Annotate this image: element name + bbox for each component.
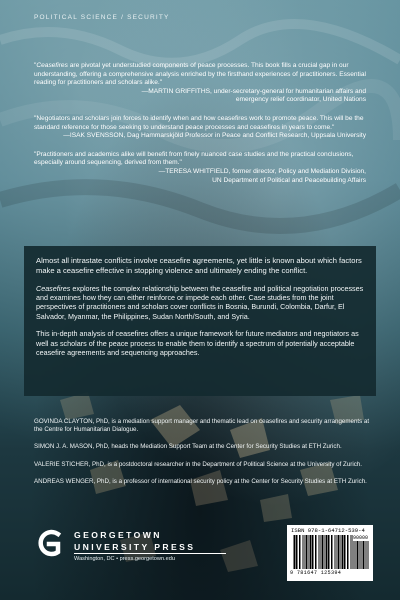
barcode-bar	[301, 535, 302, 569]
barcode-bar	[308, 535, 309, 569]
barcode-bar	[346, 535, 347, 569]
barcode-bar	[331, 535, 332, 569]
barcode-bar	[363, 541, 365, 569]
barcode-bar	[337, 535, 338, 569]
barcode-bar	[310, 535, 311, 569]
quote-attribution: —ISAK SVENSSON, Dag Hammarskjöld Professor in Peace and Conflict Research, Uppsala University	[63, 132, 366, 140]
publisher-block	[34, 522, 254, 576]
barcode-bar	[367, 541, 368, 569]
barcode-bar	[293, 535, 294, 569]
barcode-bar	[351, 535, 352, 569]
barcode-bar	[335, 535, 336, 569]
barcode-bar	[328, 535, 330, 569]
barcode-bar	[344, 535, 346, 569]
publisher-name-line2: UNIVERSITY PRESS	[74, 542, 196, 552]
barcode-bar	[298, 535, 299, 569]
quote-book-title: Ceasefires	[36, 62, 68, 69]
barcode-bars	[293, 535, 353, 569]
quote-whitfield	[34, 151, 366, 185]
barcode-bar	[338, 535, 340, 569]
endorsement-quotes	[34, 62, 366, 195]
barcode-bar	[342, 535, 343, 569]
description-book-title: Ceasefires	[36, 283, 71, 293]
barcode-bar	[357, 541, 359, 569]
barcode-bar	[319, 535, 320, 569]
barcode-bar	[365, 541, 366, 569]
quote-text: "Ceasefires are pivotal yet understudied components of peace processes. This book fills a crucial gap in our understanding, offering a comprehensive analysis enriched by the firsthand experiences of practitioners. Essential reading for practitioners and scholars alike."	[34, 62, 366, 87]
barcode-digits: 9 781647 125394	[290, 570, 342, 576]
barcode-bar	[341, 535, 342, 569]
barcode-bar	[333, 535, 334, 569]
barcode-bar	[353, 541, 354, 569]
barcode-bar	[299, 535, 300, 569]
author-bios	[34, 418, 370, 495]
quote-text: "Practitioners and academics alike will benefit from finely nuanced case studies and the practical conclusions, especially around sequencing, derived from them."	[34, 150, 354, 167]
author-bio-sticher: VALERIE STICHER, PhD, is a postdoctoral researcher in the Department of Political Science at the University of Zurich.	[34, 460, 362, 468]
barcode-bar	[322, 535, 324, 569]
barcode-bar	[314, 535, 315, 569]
barcode-bar	[309, 535, 310, 569]
barcode-bar	[362, 541, 363, 569]
barcode-bar	[324, 535, 325, 569]
quote-text: "Negotiators and scholars join forces to identify when and how ceasefires work to promote peace. This will be the standard reference for those seeking to understand peace processes and ceasefires in years to come."	[34, 114, 364, 131]
barcode-bar	[317, 535, 318, 569]
publisher-divider	[74, 553, 226, 554]
barcode-bar	[315, 535, 316, 569]
author-bio-wenger: ANDREAS WENGER, PhD, is a professor of international security policy at the Center for Security Studies at ETH Zurich.	[34, 477, 367, 485]
barcode-bar	[312, 535, 314, 569]
barcode-bar	[321, 535, 322, 569]
description-paragraph-1: Almost all intrastate conflicts involve ceasefire agreements, yet little is known about which factors make a ceasefire effective in stopping violence and ultimately ending the conflict.	[36, 256, 362, 275]
barcode-bar	[325, 535, 326, 569]
barcode-bar	[340, 535, 341, 569]
barcode-bar	[368, 541, 369, 569]
quote-attribution: —MARTIN GRIFFITHS, under-secretary-general for humanitarian affairs and	[141, 87, 366, 95]
quote-attribution: —TERESA WHITFIELD, former director, Policy and Mediation Division,	[158, 167, 366, 175]
isbn-barcode	[287, 525, 373, 581]
quote-attribution-line2: UN Department of Political and Peacebuilding Affairs	[212, 176, 366, 184]
barcode-bar	[303, 535, 304, 569]
barcode-bar	[355, 541, 356, 569]
barcode-bar	[361, 541, 362, 569]
category-label: POLITICAL SCIENCE / SECURITY	[34, 14, 170, 21]
barcode-bar	[326, 535, 327, 569]
barcode-bar	[296, 535, 298, 569]
publisher-website: Washington, DC • press.georgetown.edu	[74, 556, 175, 562]
barcode-bar	[349, 535, 350, 569]
description-paragraph-2: Ceasefires explores the complex relationship between the ceasefire and political negotiation processes and examines how they can either reinforce or impede each other. Case studies from the joint perspectives of practitioners and scholars cover conflicts in Bosnia, Burundi, Colombia, Darfur, El Salvador, Myanmar, the Philippines, Sudan North/South, and Syria.	[36, 283, 364, 321]
quote-attribution-line2: emergency relief coordinator, United Nations	[235, 96, 366, 104]
barcode-bar	[330, 535, 331, 569]
barcode-addon-bars	[353, 541, 369, 569]
author-bio-mason: SIMON J. A. MASON, PhD, heads the Mediation Support Team at the Center for Security Studies at ETH Zurich.	[34, 443, 342, 451]
quote-svensson	[34, 115, 366, 141]
barcode-bar	[356, 541, 357, 569]
author-bio-clayton: GOVINDA CLAYTON, PhD, is a mediation support manager and thematic lead on ceasefires and security arrangements at the Centre for Humanitarian Dialogue.	[34, 418, 370, 434]
description-paragraph-3: This in-depth analysis of ceasefires offers a unique framework for future mediators and negotiators as well as scholars of the peace process to enable them to identify a spectrum of potentially acceptable ceasefire agreements and sequencing approaches.	[36, 329, 359, 358]
publisher-name-line1: GEORGETOWN	[74, 530, 162, 540]
book-description-panel	[24, 246, 376, 396]
georgetown-logo-icon	[34, 526, 64, 562]
quote-griffiths	[34, 62, 366, 105]
barcode-bar	[305, 535, 306, 569]
barcode-addon-number: 90000	[353, 535, 369, 541]
isbn-number: ISBN 978-1-64712-539-4	[291, 527, 365, 534]
barcode-bar	[306, 535, 308, 569]
barcode-bar	[347, 535, 348, 569]
barcode-bar	[359, 541, 360, 569]
barcode-bar	[294, 535, 295, 569]
